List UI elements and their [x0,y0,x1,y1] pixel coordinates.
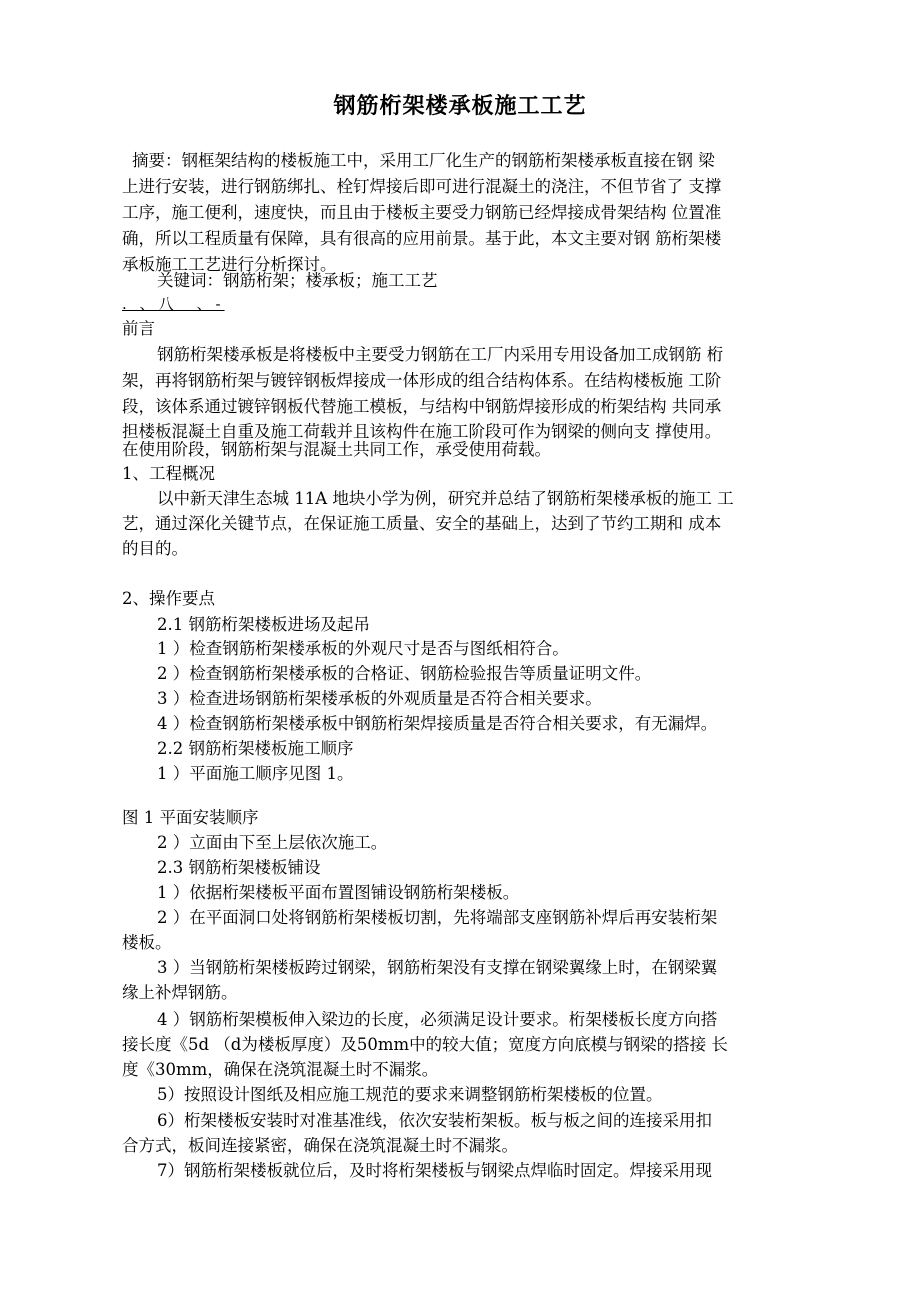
subsection-heading: 2.2 钢筋桁架楼板施工顺序 [157,739,354,758]
list-item-continuation: 楼板。 [122,933,172,952]
abstract-line: 承板施工工艺进行分析探讨。 [122,255,337,274]
list-item-continuation: 缘上补焊钢筋。 [122,983,238,1002]
document-title: 钢筋桁架楼承板施工工艺 [333,93,587,119]
list-item: 4 ）检查钢筋桁架楼承板中钢筋桁架焊接质量是否符合相关要求，有无漏焊。 [157,714,718,733]
list-item: 6）桁架楼板安装时对准基准线，依次安装桁架板。板与板之间的连接采用扣 [157,1111,712,1130]
preface-line: 架，再将钢筋桁架与镀锌钢板焊接成一体形成的组合结构体系。在结构楼板施 工阶 [122,371,722,390]
list-item-continuation: 合方式，板间连接紧密，确保在浇筑混凝土时不漏浆。 [122,1136,518,1155]
list-item: 2 ）立面由下至上层依次施工。 [157,833,388,852]
section-heading: 1、工程概况 [122,464,215,483]
section1-line: 的目的。 [122,539,188,558]
section1-line: 以中新天津生态城 11A 地块小学为例，研究并总结了钢筋桁架楼承板的施工 工 [157,489,734,508]
preface-heading: 前言 [122,319,155,338]
list-item: 2 ）在平面洞口处将钢筋桁架楼板切割，先将端部支座钢筋补焊后再安装桁架 [157,908,718,927]
stray-text-artifact: . 、八 、- [122,295,225,313]
subsection-heading: 2.1 钢筋桁架楼板进场及起吊 [157,615,370,634]
figure-caption: 图 1 平面安装顺序 [122,808,259,827]
list-item: 1 ）依据桁架楼板平面布置图铺设钢筋桁架楼板。 [157,883,520,902]
preface-line: 钢筋桁架楼承板是将楼板中主要受力钢筋在工厂内采用专用设备加工成钢筋 桁 [157,345,724,364]
list-item-continuation: 接长度《5d （d为楼板厚度）及50mm中的较大值；宽度方向底模与钢梁的搭接 长 [122,1035,728,1054]
abstract-line: 摘要：钢框架结构的楼板施工中，采用工厂化生产的钢筋桁架楼承板直接在钢 梁 [132,151,715,170]
subsection-heading: 2.3 钢筋桁架楼板铺设 [157,858,321,877]
abstract-line: 确，所以工程质量有保障，具有很高的应用前景。基于此，本文主要对钢 筋桁架楼 [122,229,722,248]
list-item-continuation: 度《30mm，确保在浇筑混凝土时不漏浆。 [122,1060,439,1079]
list-item: 1 ）检查钢筋桁架楼承板的外观尺寸是否与图纸相符合。 [157,639,569,658]
section1-line: 艺，通过深化关键节点，在保证施工质量、安全的基础上，达到了节约工期和 成本 [122,514,722,533]
list-item: 4 ）钢筋桁架模板伸入梁边的长度，必须满足设计要求。桁架楼板长度方向搭 [157,1010,718,1029]
list-item: 3 ）检查进场钢筋桁架楼承板的外观质量是否符合相关要求。 [157,689,602,708]
list-item: 5）按照设计图纸及相应施工规范的要求来调整钢筋桁架楼板的位置。 [157,1085,663,1104]
list-item: 7）钢筋桁架楼板就位后，及时将桁架楼板与钢梁点焊临时固定。焊接采用现 [157,1161,712,1180]
preface-line: 段，该体系通过镀锌钢板代替施工模板，与结构中钢筋焊接形成的桁架结构 共同承 [122,397,722,416]
list-item: 2 ）检查钢筋桁架楼承板的合格证、钢筋检验报告等质量证明文件。 [157,664,652,683]
keywords: 关键词：钢筋桁架；楼承板；施工工艺 [157,271,438,290]
preface-line: 担楼板混凝土自重及施工荷载并且该构件在施工阶段可作为钢梁的侧向支 撑使用。 [122,422,722,441]
section-heading: 2、操作要点 [122,589,215,608]
abstract-line: 上进行安装，进行钢筋绑扎、栓钉焊接后即可进行混凝土的浇注，不但节省了 支撑 [122,177,722,196]
list-item: 3 ）当钢筋桁架楼板跨过钢梁，钢筋桁架没有支撑在钢梁翼缘上时，在钢梁翼 [157,958,718,977]
abstract-line: 工序，施工便利，速度快，而且由于楼板主要受力钢筋已经焊接成骨架结构 位置准 [122,203,722,222]
list-item: 1 ）平面施工顺序见图 1。 [157,764,354,783]
preface-line: 在使用阶段，钢筋桁架与混凝土共同工作，承受使用荷载。 [122,440,551,459]
